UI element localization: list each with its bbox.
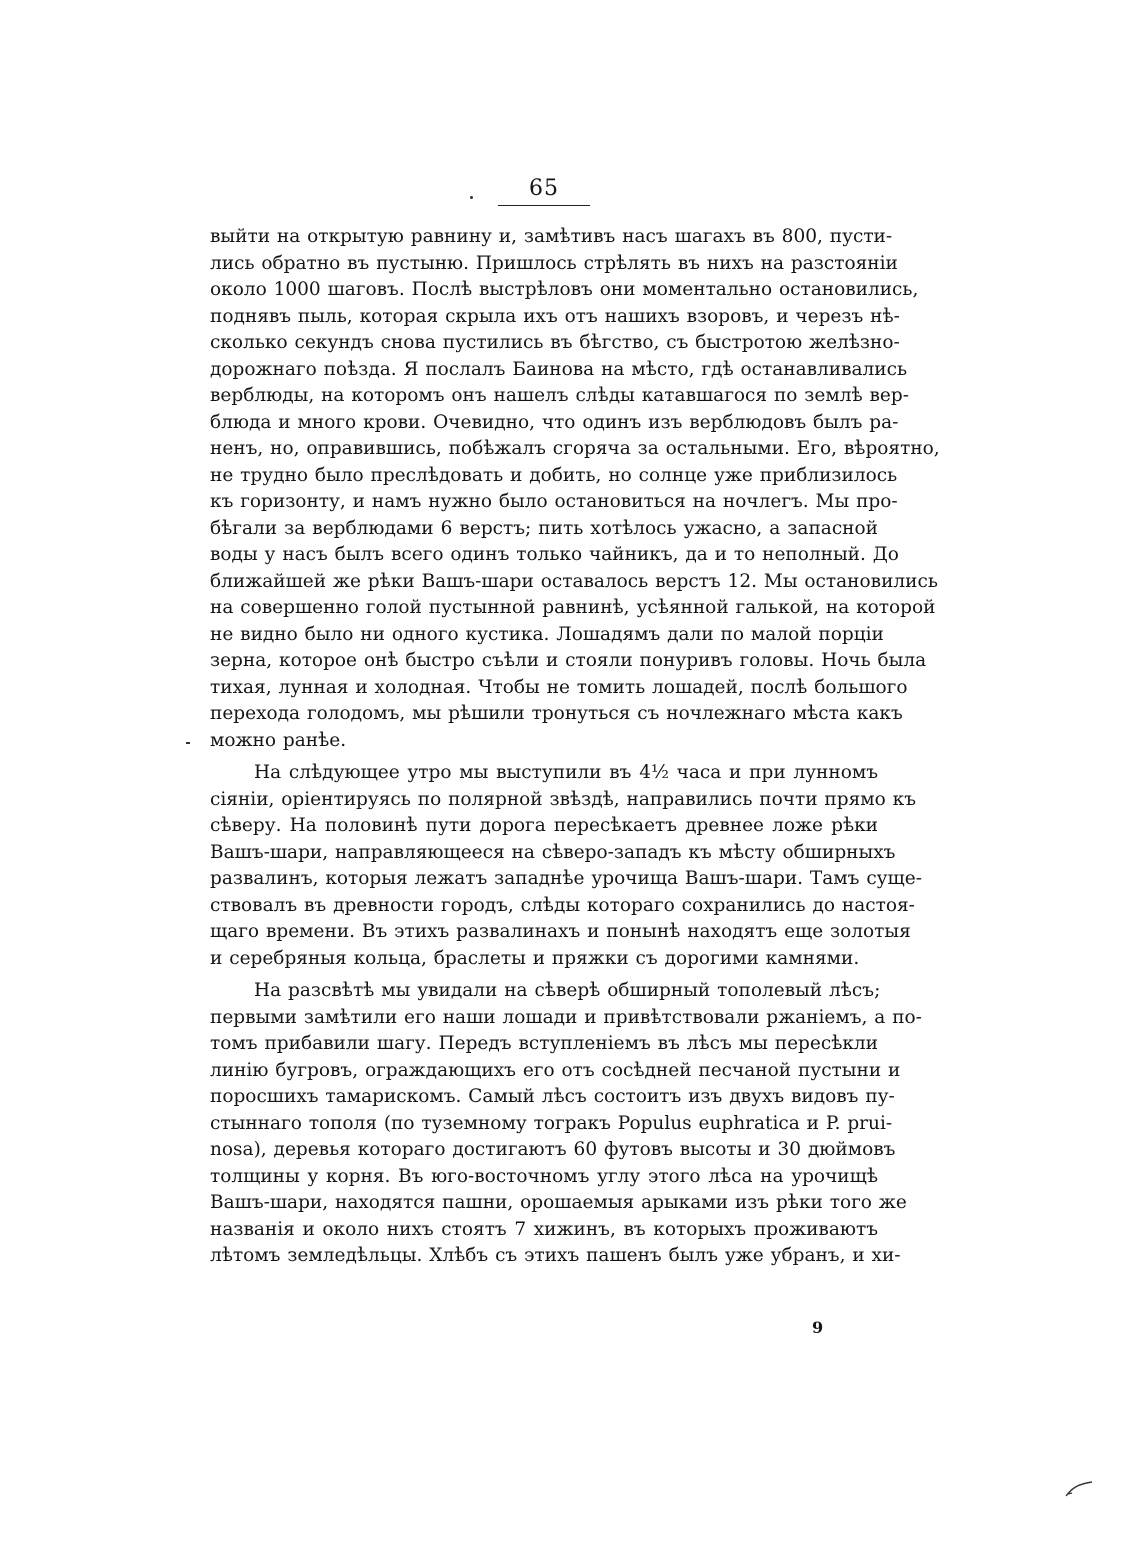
text-line: дорожнаго поѣзда. Я послалъ Баинова на мѣсто, гдѣ останавливались	[210, 358, 908, 380]
text-line: развалинъ, которыя лежатъ западнѣе урочища Вашъ-шари. Тамъ суще-	[210, 868, 922, 889]
text-line: и серебряныя кольца, браслеты и пряжки съ дорогими камнями.	[210, 947, 860, 969]
text-line: линію бугровъ, ограждающихъ его отъ сосѣдней песчаной пустыни и	[210, 1059, 901, 1081]
scan-speck	[186, 742, 190, 744]
text-line: выйти на открытую равнину и, замѣтивъ насъ шагахъ въ 800, пусти-	[210, 226, 893, 247]
text-line: сколько секундъ снова пустились въ бѣгство, съ быстротою желѣзно-	[210, 332, 900, 353]
scan-speck	[470, 196, 473, 199]
text-line: зерна, которое онѣ быстро съѣли и стояли понуривъ головы. Ночь была	[210, 650, 927, 671]
text-line: тихая, лунная и холодная. Чтобы не томить лошадей, послѣ большого	[210, 676, 908, 698]
text-line: nosa), деревья котораго достигаютъ 60 футовъ высоты и 30 дюймовъ	[210, 1139, 896, 1160]
text-line: щаго времени. Въ этихъ развалинахъ и понынѣ находятъ еще золотыя	[210, 921, 911, 942]
text-line: сіяніи, оріентируясь по полярной звѣздѣ, направились почти прямо къ	[210, 788, 916, 810]
page-number-rule	[498, 205, 590, 206]
text-line: верблюды, на которомъ онъ нашелъ слѣды катавшагося по землѣ вер-	[210, 385, 909, 406]
paragraph	[210, 978, 922, 1270]
text-block	[210, 224, 940, 1270]
text-line: ближайшей же рѣки Вашъ-шари оставалось верстъ 12. Мы остановились	[210, 570, 938, 592]
signature-mark: 9	[812, 1318, 824, 1337]
paragraph	[210, 760, 922, 972]
page-number: 65	[529, 176, 559, 201]
text-line: блюда и много крови. Очевидно, что одинъ изъ верблюдовъ былъ ра-	[210, 411, 899, 433]
text-line: бѣгали за верблюдами 6 верстъ; пить хотѣлось ужасно, а запасной	[210, 517, 878, 539]
text-line: сѣверу. На половинѣ пути дорога пересѣкаетъ древнее ложе рѣки	[210, 815, 878, 836]
text-line: лѣтомъ земледѣльцы. Хлѣбъ съ этихъ пашенъ былъ уже убранъ, и хи-	[210, 1245, 901, 1266]
text-line: названія и около нихъ стоятъ 7 хижинъ, въ которыхъ проживаютъ	[210, 1218, 878, 1240]
pencil-mark-icon	[1064, 1476, 1094, 1500]
text-line: перехода голодомъ, мы рѣшили тронуться съ ночлежнаго мѣста какъ	[210, 703, 903, 724]
text-line: томъ прибавили шагу. Передъ вступленіемъ въ лѣсъ мы пересѣкли	[210, 1033, 878, 1054]
text-line: ствовалъ въ древности городъ, слѣды котораго сохранились до настоя-	[210, 894, 915, 916]
text-line: первыми замѣтили его наши лошади и привѣтствовали ржаніемъ, а по-	[210, 1006, 922, 1028]
text-line: на совершенно голой пустынной равнинѣ, усѣянной галькой, на которой	[210, 597, 936, 618]
text-line: поросшихъ тамарискомъ. Самый лѣсъ состоитъ изъ двухъ видовъ пу-	[210, 1086, 895, 1107]
text-line: Вашъ-шари, находятся пашни, орошаемыя арыками изъ рѣки того же	[210, 1192, 907, 1213]
text-line: Вашъ-шари, направляющееся на сѣверо-западъ къ мѣсту обширныхъ	[210, 841, 896, 863]
text-line: не трудно было преслѣдовать и добить, но солнце уже приблизилось	[210, 464, 898, 486]
text-line: не видно было ни одного кустика. Лошадямъ дали по малой порціи	[210, 623, 884, 645]
text-line: ненъ, но, оправившись, побѣжалъ сгоряча за остальными. Его, вѣроятно,	[210, 438, 940, 459]
text-line: около 1000 шаговъ. Послѣ выстрѣловъ они моментально остановились,	[210, 279, 919, 300]
text-line: воды у насъ былъ всего одинъ только чайникъ, да и то неполный. До	[210, 544, 899, 565]
text-line: толщины у корня. Въ юго-восточномъ углу этого лѣса на урочищѣ	[210, 1165, 878, 1187]
paragraph	[210, 224, 940, 754]
text-line: можно ранѣе.	[210, 729, 347, 751]
text-line: къ горизонту, и намъ нужно было остановиться на ночлегъ. Мы про-	[210, 491, 898, 512]
text-line: На разсвѣтѣ мы увидали на сѣверѣ обширный тополевый лѣсъ;	[254, 980, 881, 1001]
text-line: На слѣдующее утро мы выступили въ 4½ часа и при лунномъ	[254, 762, 878, 783]
text-line: лись обратно въ пустыню. Пришлось стрѣлять въ нихъ на разстояніи	[210, 252, 898, 274]
text-line: поднявъ пыль, которая скрыла ихъ отъ нашихъ взоровъ, и черезъ нѣ-	[210, 305, 900, 327]
text-line: стыннаго тополя (по туземному тогракъ Populus euphratica и P. prui-	[210, 1112, 893, 1134]
